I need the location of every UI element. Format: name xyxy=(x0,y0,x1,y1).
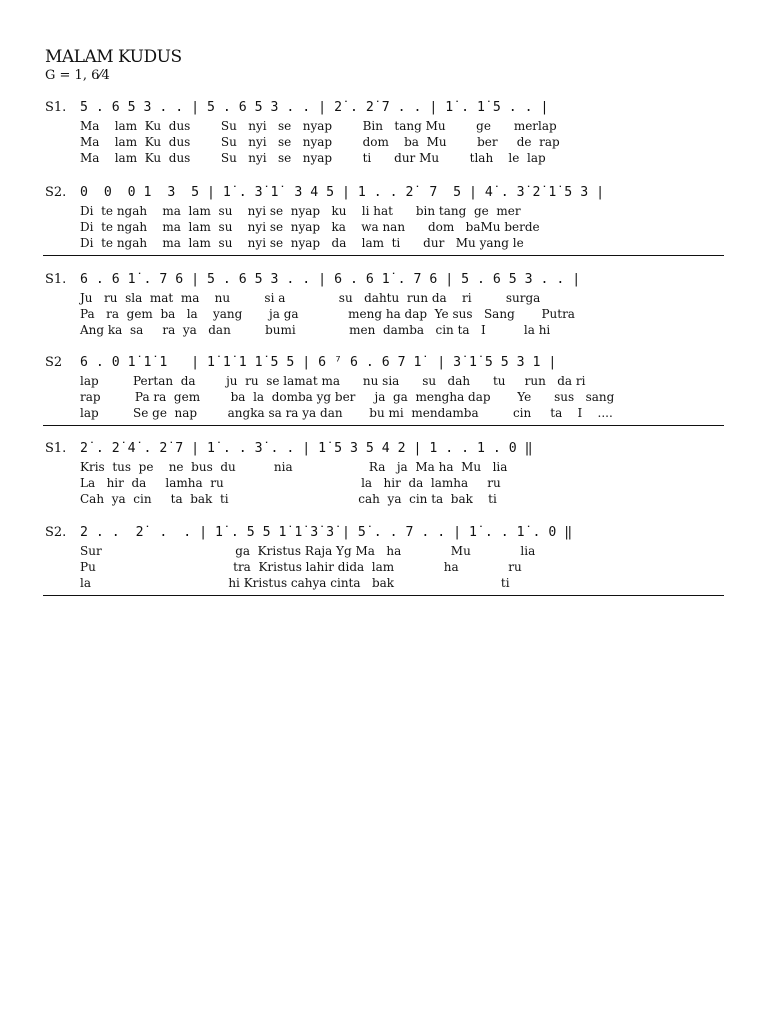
lyric-line: Pa ra gem ba la yang ja ga meng ha dap Ye sus Sang Putra xyxy=(80,307,575,321)
lyric-line: Ang ka sa ra ya dan bumi men damba cin ta I la hi xyxy=(80,323,551,337)
voice-label: S1. xyxy=(45,100,67,115)
lyric-line: Sur ga Kristus Raja Yg Ma ha Mu lia xyxy=(80,544,536,558)
notation-line: 6 . 0 1̇ 1̇ 1 | 1̇ 1̇ 1 1̇ 5 5 | 6 ⁷ 6 . 6 7 1̇ | 3̇ 1̇ 5 5 3 1 | xyxy=(80,355,557,370)
lyric-line: La hir da lamha ru la hir da lamha ru xyxy=(80,476,501,490)
voice-label: S2. xyxy=(45,185,67,200)
lyric-line: Ma lam Ku dus Su nyi se nyap Bin tang Mu ge merlap xyxy=(80,119,557,133)
notation-line: 5 . 6 5 3 . . | 5 . 6 5 3 . . | 2̇ . 2̇ 7 . . | 1̇ . 1̇ 5 . . | xyxy=(80,100,549,115)
lyric-line: lap Se ge nap angka sa ra ya dan bu mi mendamba cin ta I .... xyxy=(80,406,613,420)
system-divider xyxy=(43,595,724,596)
notation-line: 0 0 0 1 3 5 | 1̇ . 3̇ 1̇ 3 4 5 | 1 . . 2̇ 7 5 | 4̇ . 3̇ 2̇ 1̇ 5 3 | xyxy=(80,185,605,200)
system-divider xyxy=(43,255,724,256)
lyric-line: Cah ya cin ta bak ti cah ya cin ta bak ti xyxy=(80,492,497,506)
voice-label: S2 xyxy=(45,355,63,370)
lyric-line: Ma lam Ku dus Su nyi se nyap dom ba Mu ber de rap xyxy=(80,135,560,149)
lyric-line: Ju ru sla mat ma nu si a su dahtu run da ri surga xyxy=(80,291,541,305)
lyric-line: Di te ngah ma lam su nyi se nyap ka wa nan dom baMu berde xyxy=(80,220,540,234)
lyric-line: Di te ngah ma lam su nyi se nyap da lam ti dur Mu yang le xyxy=(80,236,524,250)
lyric-line: Pu tra Kristus lahir dida lam ha ru xyxy=(80,560,522,574)
voice-label: S1. xyxy=(45,272,67,287)
lyric-line: Ma lam Ku dus Su nyi se nyap ti dur Mu tlah le lap xyxy=(80,151,546,165)
lyric-line: Di te ngah ma lam su nyi se nyap ku li hat bin tang ge mer xyxy=(80,204,521,218)
notation-line: 2 . . 2̇ . . | 1̇ . 5 5 1̇ 1̇ 3̇ 3̇ | 5̇ . . 7 . . | 1̇ . . 1̇ . 0 ‖ xyxy=(80,525,573,540)
notation-line: 2̇ . 2̇ 4̇ . 2̇ 7 | 1̇ . . 3̇ . . | 1̇ 5 3 5 4 2 | 1 . . 1 . 0 ‖ xyxy=(80,441,533,456)
song-title: MALAM KUDUS xyxy=(45,47,182,67)
system-divider xyxy=(43,425,724,426)
voice-label: S1. xyxy=(45,441,67,456)
lyric-line: lap Pertan da ju ru se lamat ma nu sia su dah tu run da ri xyxy=(80,374,586,388)
lyric-line: Kris tus pe ne bus du nia Ra ja Ma ha Mu lia xyxy=(80,460,508,474)
lyric-line: la hi Kristus cahya cinta bak ti xyxy=(80,576,510,590)
voice-label: S2. xyxy=(45,525,67,540)
lyric-line: rap Pa ra gem ba la domba yg ber ja ga mengha dap Ye sus sang xyxy=(80,390,615,404)
notation-line: 6 . 6 1̇ . 7 6 | 5 . 6 5 3 . . | 6 . 6 1̇ . 7 6 | 5 . 6 5 3 . . | xyxy=(80,272,581,287)
key-signature: G = 1, 6⁄4 xyxy=(45,68,110,83)
